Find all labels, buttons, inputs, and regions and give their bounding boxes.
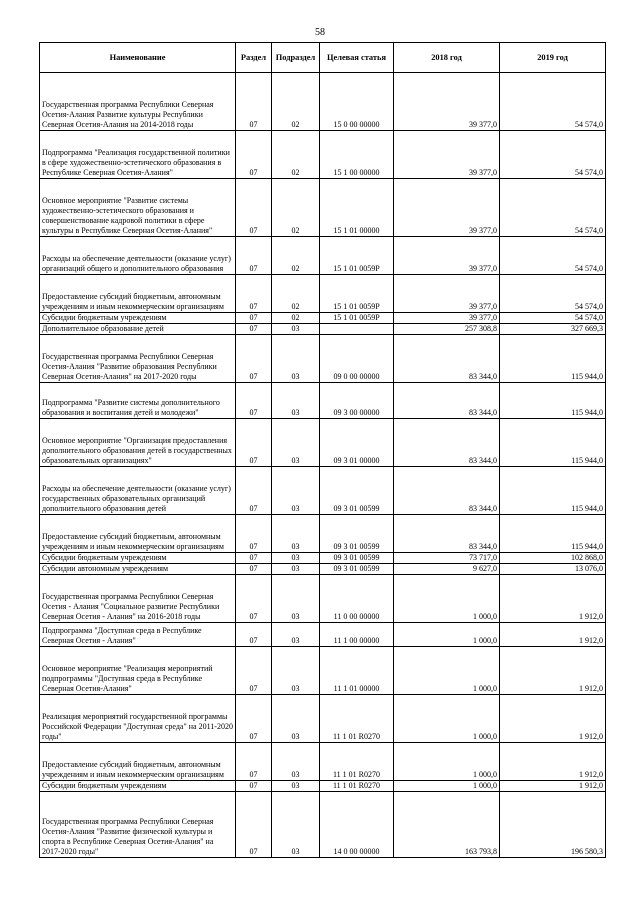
cell-target: 09 3 00 00000 [320,383,394,419]
cell-2019: 115 944,0 [500,383,606,419]
cell-target: 15 1 01 0059Р [320,313,394,324]
cell-2019: 1 912,0 [500,695,606,743]
table-row [40,647,606,695]
cell-target: 11 1 00 00000 [320,623,394,647]
header-name: Наименование [40,43,236,73]
cell-2019: 54 574,0 [500,237,606,275]
header-2019: 2019 год [500,43,606,73]
table-row [40,313,606,324]
cell-name: Субсидии бюджетным учреждениям [40,781,236,792]
table-row [40,73,606,131]
cell-2019: 115 944,0 [500,335,606,383]
cell-subsection: 02 [272,131,320,179]
cell-2018: 39 377,0 [394,313,500,324]
cell-subsection: 02 [272,237,320,275]
cell-subsection: 03 [272,324,320,335]
cell-target: 09 3 01 00599 [320,564,394,575]
cell-name: Государственная программа Республики Северная Осетия-Алания Развитие культуры Республики Северная Осетия-Алания на 2014-2018 годы [40,73,236,131]
cell-2018: 9 627,0 [394,564,500,575]
cell-subsection: 03 [272,743,320,781]
cell-2019: 327 669,3 [500,324,606,335]
cell-subsection: 03 [272,419,320,467]
cell-subsection: 03 [272,335,320,383]
table-row [40,467,606,515]
cell-target: 15 0 00 00000 [320,73,394,131]
cell-section: 07 [236,781,272,792]
header-2018: 2018 год [394,43,500,73]
cell-section: 07 [236,179,272,237]
cell-section: 07 [236,564,272,575]
cell-subsection: 03 [272,515,320,553]
cell-2019: 54 574,0 [500,275,606,313]
cell-subsection: 03 [272,695,320,743]
cell-name: Расходы на обеспечение деятельности (оказание услуг) организаций общего и дополнительного образования [40,237,236,275]
cell-subsection: 03 [272,647,320,695]
cell-name: Субсидии автономным учреждениям [40,564,236,575]
table-row [40,237,606,275]
cell-2018: 83 344,0 [394,515,500,553]
cell-name: Основное мероприятие "Развитие системы художественно-эстетического образования и совершенствование кадровой политики в сфере культуры в Республике Северная Осетия-Алания" [40,179,236,237]
table-row [40,383,606,419]
table-row [40,131,606,179]
cell-2019: 115 944,0 [500,467,606,515]
cell-2018: 1 000,0 [394,623,500,647]
table-row [40,564,606,575]
cell-2019: 13 076,0 [500,564,606,575]
cell-section: 07 [236,131,272,179]
cell-section: 07 [236,237,272,275]
cell-subsection: 03 [272,553,320,564]
cell-2018: 1 000,0 [394,695,500,743]
cell-section: 07 [236,419,272,467]
cell-2019: 102 868,0 [500,553,606,564]
cell-2018: 1 000,0 [394,575,500,623]
cell-subsection: 03 [272,467,320,515]
cell-2018: 257 308,8 [394,324,500,335]
cell-section: 07 [236,695,272,743]
cell-section: 07 [236,623,272,647]
cell-2019: 54 574,0 [500,179,606,237]
cell-name: Государственная программа Республики Северная Осетия-Алания "Развитие физической культуры и спорта в Республике Северная Осетия-Алания" на 2017-2020 годы" [40,792,236,858]
header-target: Целевая статья [320,43,394,73]
cell-subsection: 03 [272,383,320,419]
cell-2019: 1 912,0 [500,781,606,792]
cell-section: 07 [236,553,272,564]
cell-name: Государственная программа Республики Северная Осетия-Алания "Развитие образования Республики Северная Осетия-Алания" на 2017-2020 годы [40,335,236,383]
budget-table [39,42,606,858]
cell-target: 15 1 01 0059Р [320,237,394,275]
cell-name: Предоставление субсидий бюджетным, автономным учреждениям и иным некоммерческим организациям [40,743,236,781]
cell-name: Подпрограмма "Развитие системы дополнительного образования и воспитания детей и молодежи" [40,383,236,419]
header-section: Раздел [236,43,272,73]
cell-2018: 39 377,0 [394,237,500,275]
table-row [40,179,606,237]
cell-2018: 73 717,0 [394,553,500,564]
cell-2018: 163 793,8 [394,792,500,858]
cell-subsection: 02 [272,275,320,313]
cell-2019: 1 912,0 [500,743,606,781]
cell-target: 11 1 01 R0270 [320,695,394,743]
cell-2018: 39 377,0 [394,275,500,313]
cell-name: Предоставление субсидий бюджетным, автономным учреждениям и иным некоммерческим организациям [40,275,236,313]
cell-2019: 1 912,0 [500,575,606,623]
table-row [40,324,606,335]
cell-section: 07 [236,73,272,131]
cell-subsection: 03 [272,781,320,792]
cell-2018: 83 344,0 [394,467,500,515]
cell-target: 15 1 01 0059Р [320,275,394,313]
cell-subsection: 03 [272,564,320,575]
cell-name: Основное мероприятие "Организация предоставления дополнительного образования детей в государственных образовательных организациях" [40,419,236,467]
cell-target: 14 0 00 00000 [320,792,394,858]
cell-2018: 39 377,0 [394,131,500,179]
cell-target: 15 1 00 00000 [320,131,394,179]
table-row [40,515,606,553]
cell-target: 11 1 01 00000 [320,647,394,695]
cell-2018: 83 344,0 [394,335,500,383]
cell-section: 07 [236,383,272,419]
cell-subsection: 02 [272,313,320,324]
cell-2018: 39 377,0 [394,179,500,237]
table-row [40,275,606,313]
cell-2018: 83 344,0 [394,383,500,419]
cell-2019: 1 912,0 [500,647,606,695]
cell-subsection: 03 [272,792,320,858]
table-row [40,792,606,858]
cell-section: 07 [236,313,272,324]
table-row [40,575,606,623]
cell-2018: 1 000,0 [394,743,500,781]
cell-target: 11 1 01 R0270 [320,781,394,792]
cell-2019: 115 944,0 [500,515,606,553]
cell-target: 11 0 00 00000 [320,575,394,623]
table-header-row [40,43,606,73]
cell-2018: 1 000,0 [394,647,500,695]
cell-subsection: 02 [272,73,320,131]
cell-2018: 83 344,0 [394,419,500,467]
table-row [40,335,606,383]
cell-section: 07 [236,324,272,335]
cell-target: 09 3 01 00000 [320,419,394,467]
table-row [40,623,606,647]
cell-target [320,324,394,335]
cell-2018: 1 000,0 [394,781,500,792]
table-row [40,743,606,781]
cell-2019: 54 574,0 [500,73,606,131]
cell-subsection: 03 [272,575,320,623]
cell-2018: 39 377,0 [394,73,500,131]
cell-section: 07 [236,575,272,623]
cell-name: Подпрограмма "Реализация государственной политики в сфере художественно-эстетического образования в Республике Северная Осетия-Алания" [40,131,236,179]
cell-2019: 196 580,3 [500,792,606,858]
header-subsection: Подраздел [272,43,320,73]
cell-section: 07 [236,275,272,313]
table-row [40,419,606,467]
cell-2019: 54 574,0 [500,313,606,324]
cell-section: 07 [236,335,272,383]
cell-section: 07 [236,792,272,858]
cell-name: Дополнительное образование детей [40,324,236,335]
cell-target: 09 3 01 00599 [320,467,394,515]
cell-section: 07 [236,647,272,695]
cell-target: 09 3 01 00599 [320,515,394,553]
cell-name: Основное мероприятие "Реализация мероприятий подпрограммы "Доступная среда в Республике Северная Осетия-Алания" [40,647,236,695]
cell-target: 09 3 01 00599 [320,553,394,564]
cell-2019: 115 944,0 [500,419,606,467]
cell-2019: 1 912,0 [500,623,606,647]
cell-name: Расходы на обеспечение деятельности (оказание услуг) государственных образовательных организаций дополнительного образования детей [40,467,236,515]
cell-target: 09 0 00 00000 [320,335,394,383]
cell-name: Государственная программа Республики Северная Осетия - Алания "Социальное развитие Республики Северная Осетия - Алания" на 2016-2018 годы [40,575,236,623]
page-number: 58 [315,27,325,38]
cell-target: 11 1 01 R0270 [320,743,394,781]
cell-name: Субсидии бюджетным учреждениям [40,553,236,564]
table-row [40,781,606,792]
cell-name: Реализация мероприятий государственной программы Российской Федерации "Доступная среда" на 2011-2020 годы" [40,695,236,743]
cell-section: 07 [236,743,272,781]
cell-name: Предоставление субсидий бюджетным, автономным учреждениям и иным некоммерческим организациям [40,515,236,553]
cell-section: 07 [236,515,272,553]
cell-subsection: 03 [272,623,320,647]
table-row [40,553,606,564]
cell-2019: 54 574,0 [500,131,606,179]
cell-subsection: 02 [272,179,320,237]
cell-target: 15 1 01 00000 [320,179,394,237]
cell-name: Субсидии бюджетным учреждениям [40,313,236,324]
cell-section: 07 [236,467,272,515]
table-row [40,695,606,743]
cell-name: Подпрограмма "Доступная среда в Республике Северная Осетия - Алания" [40,623,236,647]
